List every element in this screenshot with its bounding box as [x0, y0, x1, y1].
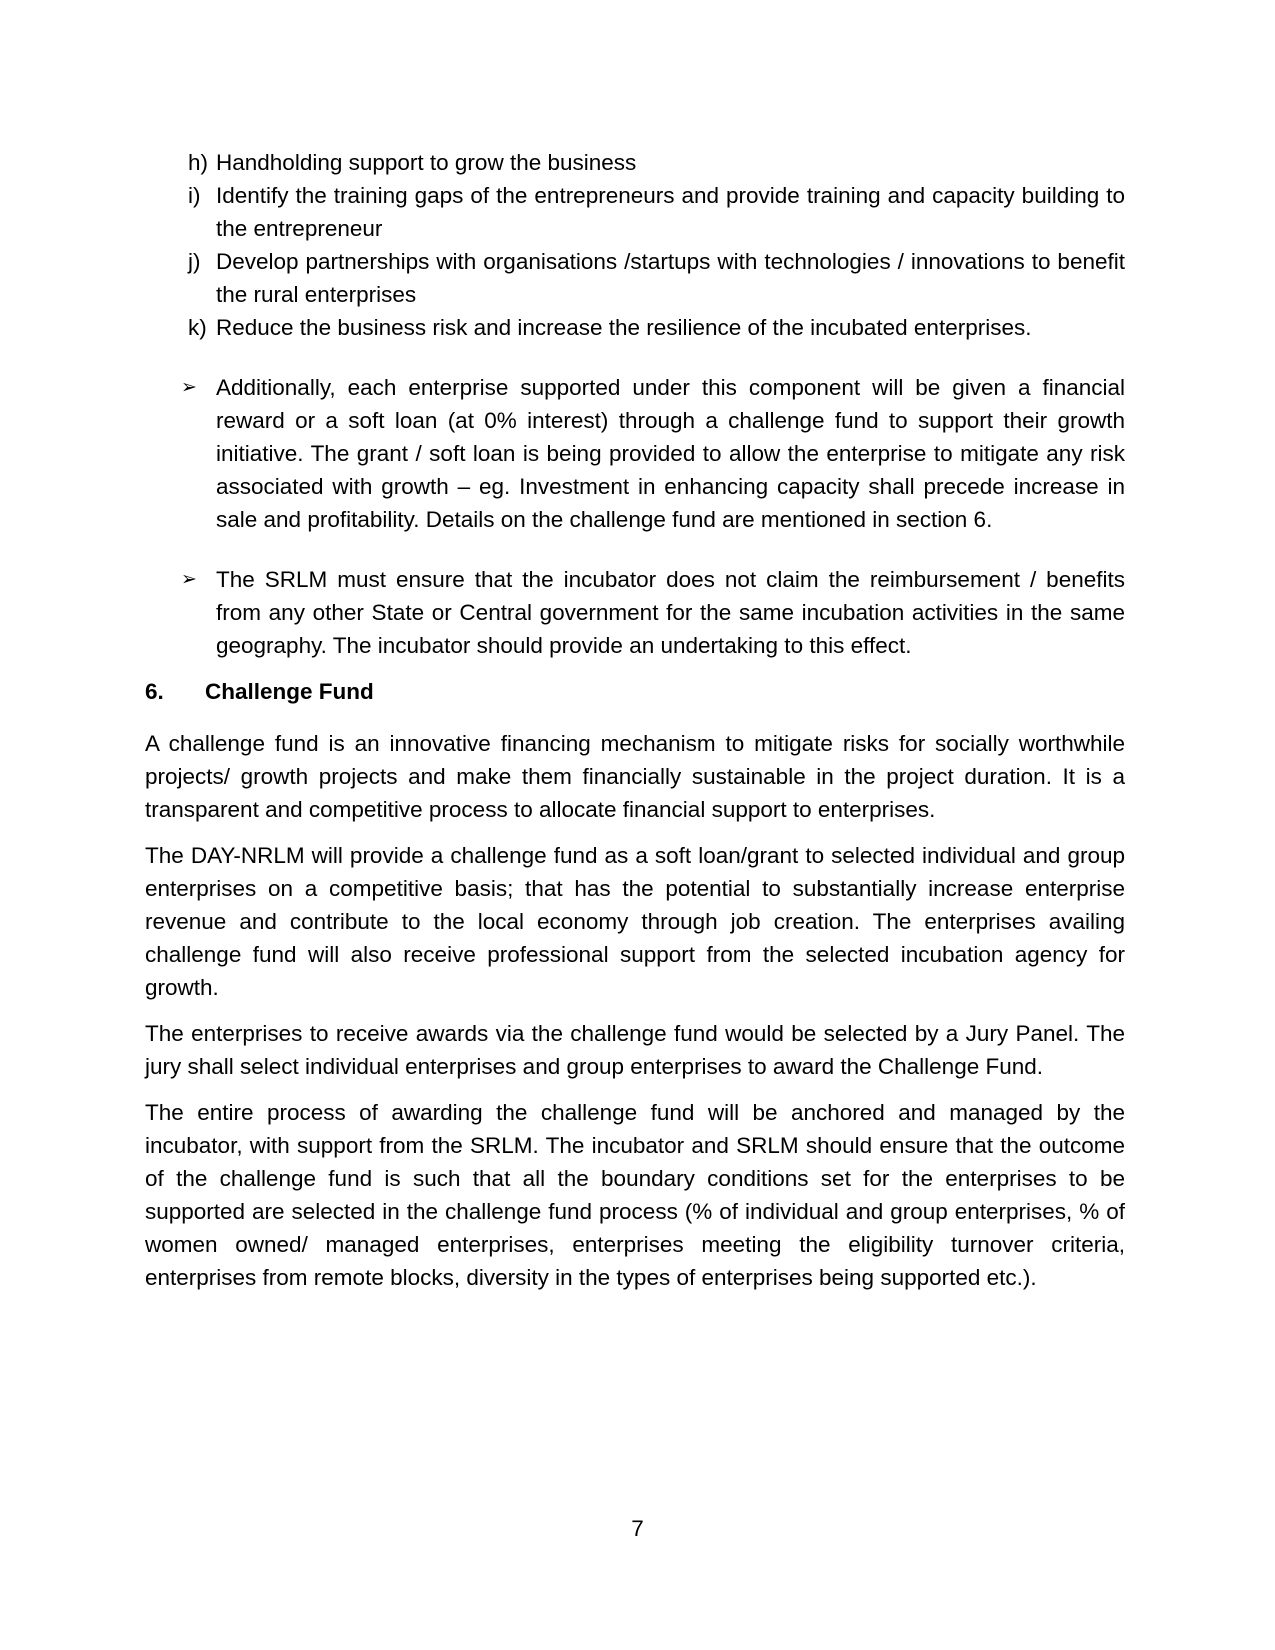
paragraph: The DAY-NRLM will provide a challenge fund as a soft loan/grant to selected individual and group enterprises on a competitive basis; that has the potential to substantially increase enterprise revenue and contribute to the local economy through job creation. The enterprises availing challenge fund will also receive professional support from the selected incubation agency for growth.: [145, 843, 1125, 1000]
list-marker-i: i): [188, 183, 201, 208]
list-marker-k: k): [188, 315, 207, 340]
list-item-h: [145, 146, 1125, 179]
arrow-bullet-item: [145, 371, 1125, 536]
list-marker-h: h): [188, 150, 209, 175]
arrow-bullet-icon: ➢: [181, 569, 197, 590]
list-item-i-text: Identify the training gaps of the entrepreneurs and provide training and capacity building to the entrepreneur: [216, 183, 1125, 241]
arrow-bullet-icon: ➢: [181, 377, 197, 398]
section-title: Challenge Fund: [205, 679, 374, 704]
paragraph: The enterprises to receive awards via the challenge fund would be selected by a Jury Panel. The jury shall select individual enterprises and group enterprises to award the Challenge Fund.: [145, 1021, 1125, 1079]
list-marker-j: j): [188, 249, 201, 274]
list-item-k: [145, 311, 1125, 344]
arrow-bullet-text: The SRLM must ensure that the incubator does not claim the reimbursement / benefits from any other State or Central government for the same incubation activities in the same geography. The incubator should provide an undertaking to this effect.: [216, 567, 1125, 658]
list-item-h-text: Handholding support to grow the business: [216, 150, 637, 175]
list-item-j-text: Develop partnerships with organisations /startups with technologies / innovations to benefit the rural enterprises: [216, 249, 1125, 307]
arrow-bullet-item: [145, 563, 1125, 662]
list-item-k-text: Reduce the business risk and increase the resilience of the incubated enterprises.: [216, 315, 1032, 340]
section-heading: [145, 675, 1125, 708]
arrow-bullet-text: Additionally, each enterprise supported under this component will be given a financial reward or a soft loan (at 0% interest) through a challenge fund to support their growth initiative. The grant / soft loan is being provided to allow the enterprise to mitigate any risk associated with growth – eg. Investment in enhancing capacity shall precede increase in sale and profitability. Details on the challenge fund are mentioned in section 6.: [216, 375, 1125, 532]
paragraph: A challenge fund is an innovative financing mechanism to mitigate risks for socially worthwhile projects/ growth projects and make them financially sustainable in the project duration. It is a transparent and competitive process to allocate financial support to enterprises.: [145, 731, 1125, 822]
document-content: [145, 146, 1125, 1307]
paragraph: The entire process of awarding the challenge fund will be anchored and managed by the incubator, with support from the SRLM. The incubator and SRLM should ensure that the outcome of the challenge fund is such that all the boundary conditions set for the enterprises to be supported are selected in the challenge fund process (% of individual and group enterprises, % of women owned/ managed enterprises, enterprises meeting the eligibility turnover criteria, enterprises from remote blocks, diversity in the types of enterprises being supported etc.).: [145, 1100, 1125, 1290]
page-number: 7: [631, 1516, 644, 1541]
list-item-i: [145, 179, 1125, 245]
list-item-j: [145, 245, 1125, 311]
section-number: 6.: [145, 679, 164, 704]
